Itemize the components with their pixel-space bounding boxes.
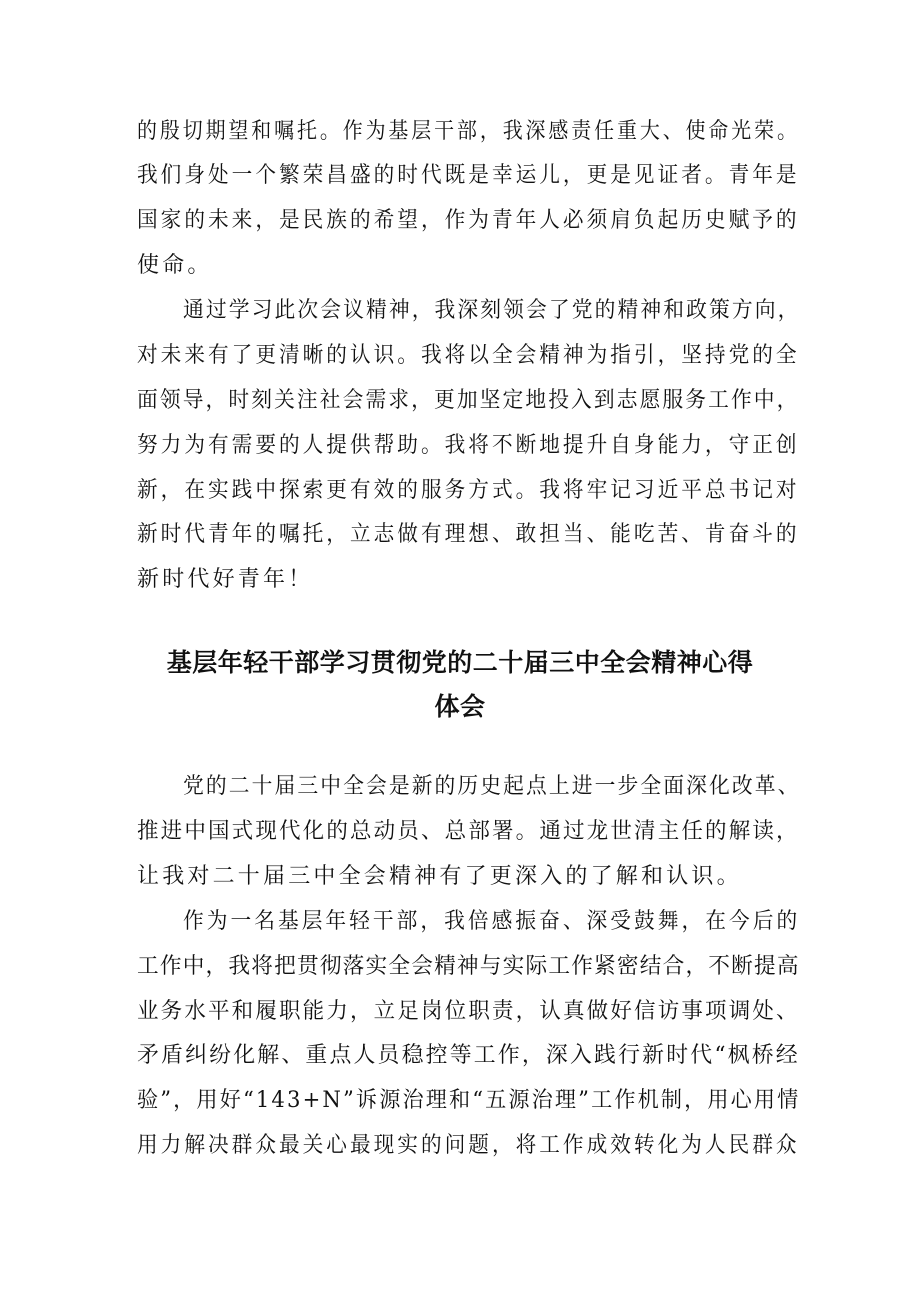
text-line: 作为一名基层年轻干部，我倍感振奋、深受鼓舞，在今后的 (183, 909, 801, 934)
text-line: 党的二十届三中全会是新的历史起点上进一步全面深化改革、 (183, 774, 801, 799)
text-line: 面领导，时刻关注社会需求，更加坚定地投入到志愿服务工作中， (137, 388, 800, 413)
text-line: 的殷切期望和嘱托。作为基层干部，我深感责任重大、使命光荣。 (137, 119, 800, 144)
text-line: 新时代好青年！ (137, 567, 314, 592)
text-line: 对未来有了更清晰的认识。我将以全会精神为指引，坚持党的全 (137, 343, 800, 368)
text-line: 工作中，我将把贯彻落实全会精神与实际工作紧密结合，不断提高 (137, 954, 800, 979)
text-line: 国家的未来，是民族的希望，作为青年人必须肩负起历史赋予的 (137, 208, 800, 233)
text-line: 用力解决群众最关心最现实的问题，将工作成效转化为人民群众 (137, 1133, 800, 1158)
text-line: 通过学习此次会议精神，我深刻领会了党的精神和政策方向， (183, 298, 801, 323)
text-line: 业务水平和履职能力，立足岗位职责，认真做好信访事项调处、 (137, 999, 800, 1024)
article-title-continued: 体会 (434, 692, 486, 721)
text-line: 我们身处一个繁荣昌盛的时代既是幸运儿，更是见证者。青年是 (137, 163, 800, 188)
text-line: 让我对二十届三中全会精神有了更深入的了解和认识。 (137, 864, 742, 889)
article-title: 基层年轻干部学习贯彻党的二十届三中全会精神心得 (166, 648, 754, 677)
text-line: 推进中国式现代化的总动员、总部署。通过龙世清主任的解读， (137, 819, 800, 844)
text-line: 矛盾纠纷化解、重点人员稳控等工作，深入践行新时代“枫桥经 (137, 1043, 800, 1068)
text-line: 使命。 (137, 253, 213, 278)
text-line: 新，在实践中探索更有效的服务方式。我将牢记习近平总书记对 (137, 478, 800, 503)
text-line: 努力为有需要的人提供帮助。我将不断地提升自身能力，守正创 (137, 433, 800, 458)
text-line: 验”，用好“143+N”诉源治理和“五源治理”工作机制，用心用情 (137, 1088, 801, 1113)
text-line: 新时代青年的嘱托，立志做有理想、敢担当、能吃苦、肯奋斗的 (137, 522, 800, 547)
